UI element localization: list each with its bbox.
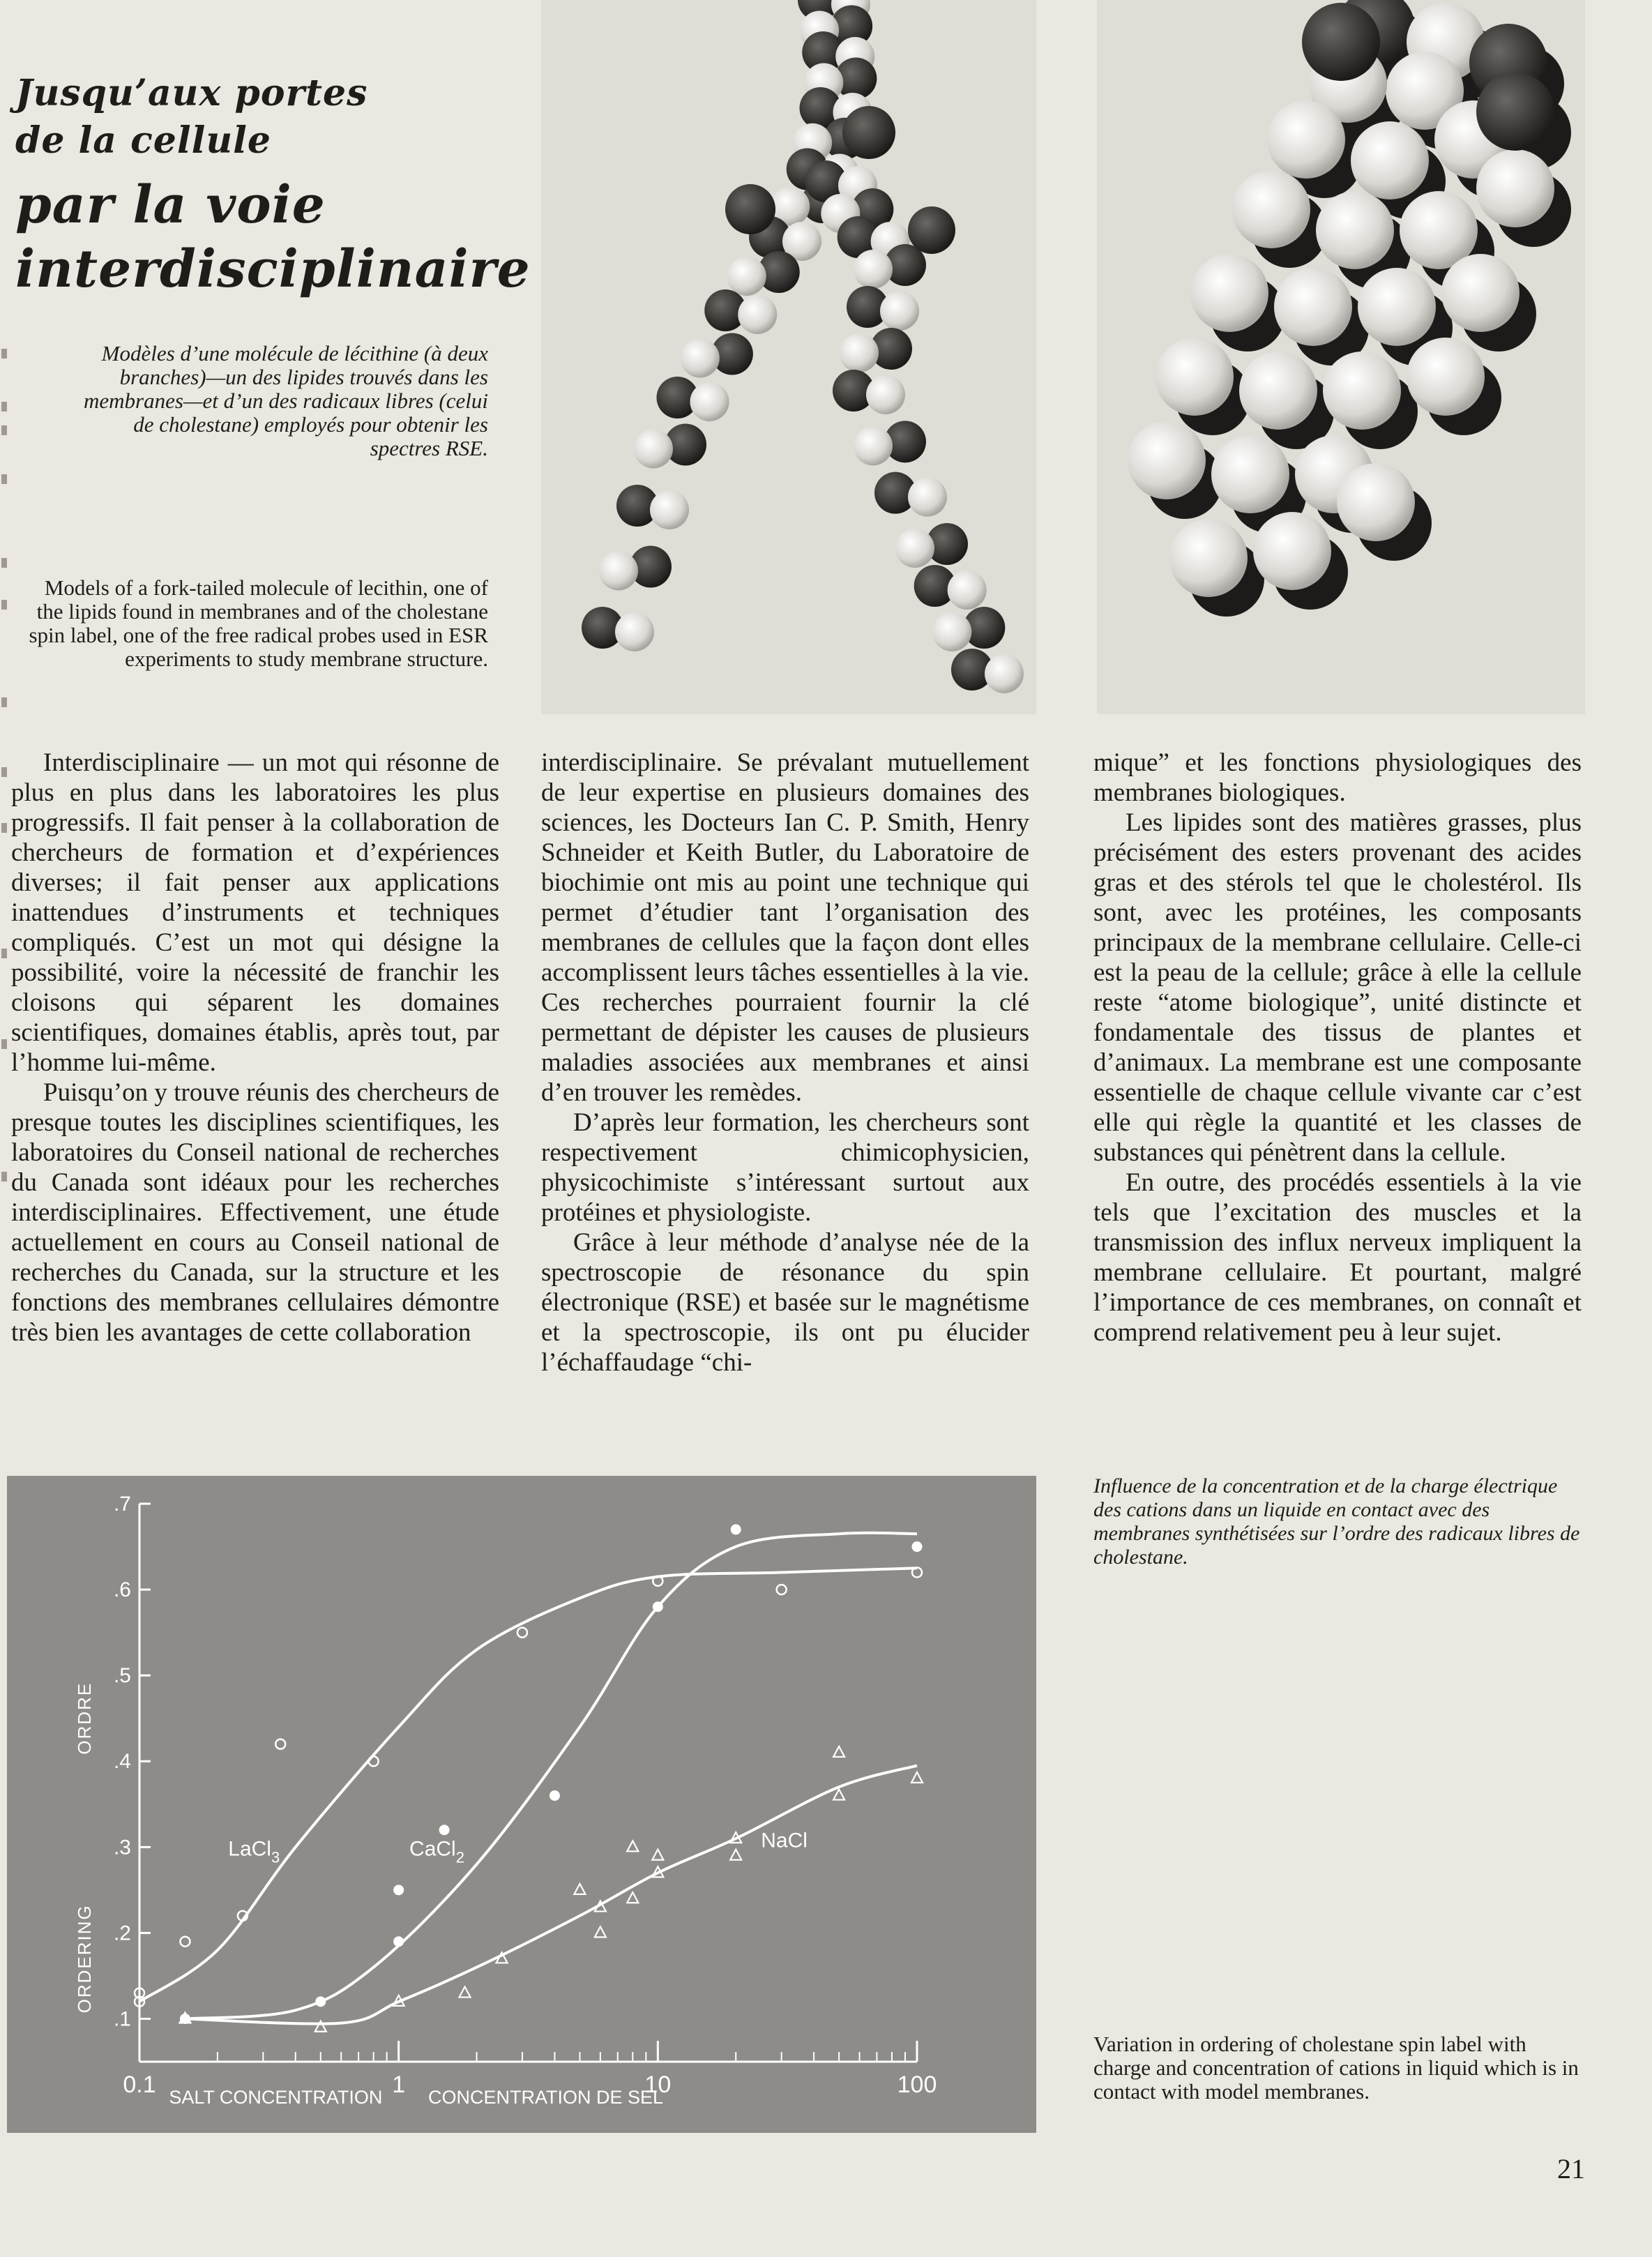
atom-ball	[1274, 268, 1352, 346]
atom-ball	[738, 295, 777, 334]
page-number: 21	[1557, 2153, 1585, 2184]
atom-ball	[880, 292, 919, 331]
atom-ball	[1169, 519, 1248, 597]
atom-ball	[1232, 170, 1310, 248]
atom-ball	[932, 612, 971, 651]
x-axis-label-english: SALT CONCENTRATION	[169, 2087, 383, 2108]
x-tick-label: 1	[392, 2071, 406, 2098]
atom-ball	[650, 490, 689, 529]
atom-ball	[1128, 421, 1206, 499]
series-label-CaCl2: CaCl$_2$	[409, 1837, 464, 1866]
point-CaCl2	[393, 1885, 404, 1895]
figure-caption-english: Variation in ordering of cholestane spin label with charge and concentration of cations in liquid which is in contact with model membranes.	[1093, 2032, 1579, 2104]
paragraph: interdisciplinaire. Se prévalant mutuellement de leur expertise en plusieurs domaines des sciences, les Docteurs Ian C. P. Smith, Henry Schneider et Keith Butler, du Laboratoire de biochimie ont mis au point une technique qui permet d’étudier tant l’organisation des membranes de cellules que la façon dont elles accomplissent leurs tâches essentielles à la vie. Ces recherches pourraient fournir la clé permettant de dépister les causes de plusieurs maladies associées aux membranes et ainsi d’en trouver les remèdes.	[541, 748, 1029, 1107]
series-label-NaCl: NaCl	[761, 1829, 808, 1852]
atom-ball	[1337, 463, 1415, 541]
x-tick-label: 100	[897, 2071, 937, 2098]
atom-ball	[866, 375, 905, 414]
atom-ball	[840, 333, 879, 372]
title-line-2: de la cellule	[15, 119, 271, 162]
atom-ball	[1190, 254, 1268, 332]
y-tick-label: .4	[113, 1750, 131, 1774]
x-tick-label: 10	[644, 2071, 672, 2098]
binding-edge-marks	[0, 335, 10, 1451]
point-CaCl2	[550, 1790, 560, 1801]
atom-ball	[948, 571, 987, 610]
atom-ball	[1211, 435, 1289, 513]
paragraph: En outre, des procédés essentiels à la vie tels que l’excitation des muscles et la transmission des influx nerveux impliquent la membrane cellulaire. Et pourtant, malgré l’importance de ces membranes, on connaît et comprend relativement peu à leur sujet.	[1093, 1168, 1582, 1347]
atom-ball	[1253, 512, 1331, 590]
atom-ball	[1441, 254, 1520, 332]
y-axis-label-english: ORDERING	[74, 1904, 95, 2014]
atom-ball	[1239, 352, 1317, 430]
atom-ball	[1358, 268, 1436, 346]
atom-ball	[842, 106, 895, 159]
atom-ball	[1302, 3, 1380, 81]
y-axis-label-french: ORDRE	[74, 1682, 95, 1755]
cholestane-model-photo	[1097, 0, 1585, 714]
paragraph: D’après leur formation, les chercheurs sont respectivement chimicophysicien, physicochimiste s’intéressant surtout aux protéines et physiologiste.	[541, 1108, 1029, 1227]
paragraph: Interdisciplinaire — un mot qui résonne de plus en plus dans les laboratoires les plus progressifs. Il fait penser à la collaboration de chercheurs de formation et d’expériences diverses; il fait penser aux applications inattendues d’instruments et techniques compliqués. C’est un mot qui désigne la possibilité, voire la nécessité de franchir les cloisons qui séparent les domaines scientifiques, domaines établis, après tout, par l’homme lui-même.	[11, 748, 499, 1077]
atom-ball	[727, 257, 766, 296]
y-tick-label: .5	[113, 1664, 131, 1688]
paragraph: Les lipides sont des matières grasses, plus précisément des esters provenant des acides gras et des stérols tel que le cholestérol. Ils sont, avec les protéines, les composants principaux de la membrane cellulaire. Celle-ci est la peau de la cellule; grâce à elle la cellule reste “atome biologique”, unité distincte et fondamentale des tissus de plantes et d’animaux. La membrane est une composante essentielle de chaque cellule vivante car c’est elle qui règle la quantité et les classes de substances qui pénètrent dans la cellule.	[1093, 808, 1582, 1167]
atom-ball	[854, 250, 893, 289]
text-column-2	[541, 748, 1029, 1377]
atom-ball	[599, 552, 638, 591]
atom-ball	[725, 184, 775, 234]
atom-ball	[681, 339, 720, 378]
title-line-1: Jusqu’aux portes	[15, 72, 368, 114]
point-CaCl2	[393, 1936, 404, 1947]
point-CaCl2	[439, 1825, 450, 1835]
photo-caption-french: Modèles d’une molécule de lécithine (à deux branches)—un des lipides trouvés dans les membranes—et d’un des radicaux libres (celui de cholestane) employés pour obtenir les spectres RSE.	[84, 341, 488, 460]
atom-ball	[1476, 149, 1554, 227]
y-tick-label: .3	[113, 1836, 131, 1859]
photo-caption-english: Models of a fork-tailed molecule of lecithin, one of the lipids found in membranes and of the cholestane spin label, one of the free radical probes used in ESR experiments to study membrane structure.	[29, 575, 488, 671]
atom-ball	[1316, 191, 1394, 269]
atom-ball	[854, 426, 893, 465]
ordering-chart-svg	[7, 1476, 1036, 2133]
text-column-1	[11, 748, 499, 1348]
atom-ball	[1155, 338, 1234, 416]
atom-ball	[908, 478, 947, 517]
article-title	[15, 70, 531, 301]
x-tick-label: 0.1	[123, 2071, 156, 2098]
atom-ball	[985, 654, 1024, 693]
point-CaCl2	[653, 1601, 663, 1612]
ordering-chart	[7, 1476, 1036, 2133]
atom-ball	[908, 206, 955, 254]
atom-ball	[1323, 352, 1401, 430]
atom-ball	[634, 430, 673, 469]
y-tick-label: .7	[113, 1493, 131, 1516]
point-CaCl2	[731, 1524, 741, 1534]
title-line-3: par la voie	[15, 175, 326, 235]
atom-ball	[1476, 73, 1554, 151]
x-axis-label-french: CONCENTRATION DE SEL	[428, 2087, 664, 2108]
lecithin-model-photo	[541, 0, 1036, 714]
atom-ball	[1407, 338, 1485, 416]
text-column-3	[1093, 748, 1582, 1348]
figure-caption-french: Influence de la concentration et de la charge électrique des cations dans un liquide en contact avec des membranes synthétisées sur l’ordre des radicaux libres de cholestane.	[1093, 1474, 1580, 1569]
series-label-LaCl3: LaCl$_3$	[228, 1837, 280, 1866]
y-tick-label: .2	[113, 1922, 131, 1945]
atom-ball	[895, 529, 934, 568]
point-CaCl2	[315, 1996, 326, 2007]
y-tick-label: .1	[113, 2007, 131, 2031]
title-line-4: interdisciplinaire	[15, 239, 531, 299]
atom-ball	[615, 612, 654, 651]
atom-ball	[1267, 100, 1345, 179]
atom-ball	[1351, 121, 1429, 199]
atom-ball	[690, 382, 729, 421]
paragraph: mique” et les fonctions physiologiques des membranes biologiques.	[1093, 748, 1582, 807]
paragraph: Grâce à leur méthode d’analyse née de la spectroscopie de résonance du spin électronique (RSE) et basée sur le magnétisme et la spectroscopie, ils ont pu élucider l’échaffaudage “chi-	[541, 1228, 1029, 1377]
point-CaCl2	[912, 1541, 923, 1552]
paragraph: Puisqu’on y trouve réunis des chercheurs de presque toutes les disciplines scientifiques, les laboratoires du Conseil national de recherches du Canada sont idéaux pour les recherches interdisciplinaires. Effectivement, une étude actuellement en cours au Conseil national de recherches du Canada, sur la structure et les fonctions des membranes cellulaires démontre très bien les avantages de cette collaboration	[11, 1078, 499, 1347]
y-tick-label: .6	[113, 1578, 131, 1602]
chart-background	[7, 1476, 1036, 2133]
